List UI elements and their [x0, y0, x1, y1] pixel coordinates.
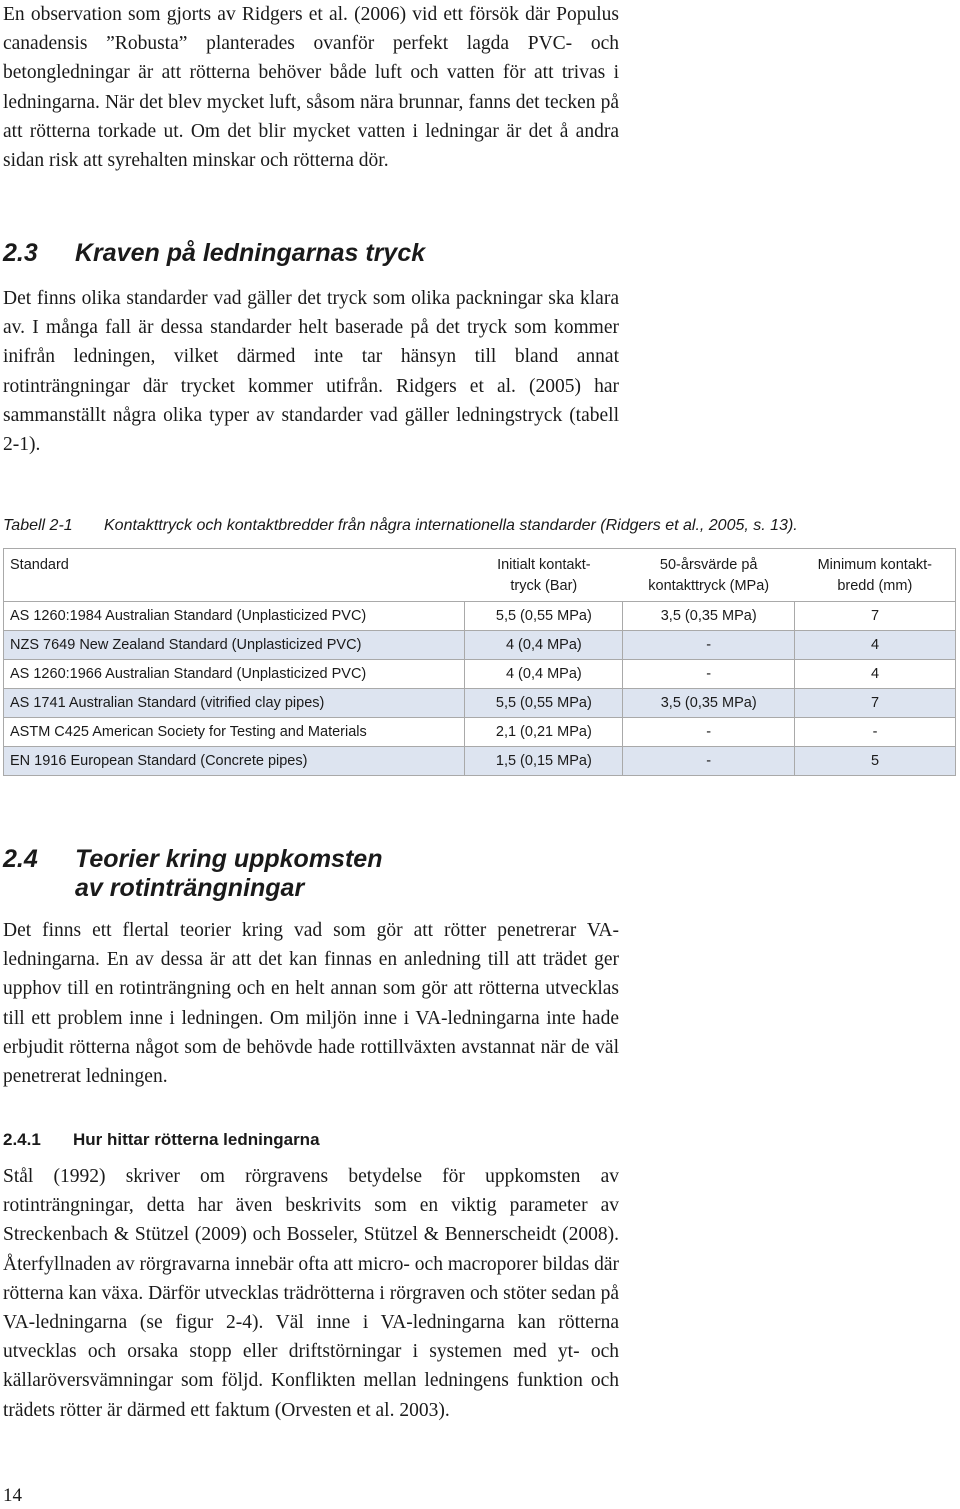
cell-standard: AS 1260:1966 Australian Standard (Unplasticized PVC)	[4, 660, 465, 689]
table-caption	[3, 517, 798, 535]
cell-fifty: -	[623, 718, 795, 747]
cell-min: 7	[795, 602, 956, 631]
cell-standard: AS 1260:1984 Australian Standard (Unplasticized PVC)	[4, 602, 465, 631]
table-header-row	[4, 549, 956, 602]
cell-initial: 5,5 (0,55 MPa)	[465, 602, 623, 631]
cell-fifty: 3,5 (0,35 MPa)	[623, 689, 795, 718]
header-standard: Standard	[4, 549, 465, 602]
standards-table	[3, 548, 956, 776]
subsection-title: Hur hittar rötterna ledningarna	[73, 1130, 320, 1149]
cell-initial: 5,5 (0,55 MPa)	[465, 689, 623, 718]
table-row	[4, 660, 956, 689]
header-min-width: Minimum kontakt- bredd (mm)	[795, 549, 956, 602]
cell-fifty: -	[623, 631, 795, 660]
section-title: Kraven på ledningarnas tryck	[75, 239, 426, 267]
subsection-heading-2-4-1	[3, 1130, 320, 1150]
cell-min: -	[795, 718, 956, 747]
table-caption-label: Tabell 2-1	[3, 517, 73, 534]
cell-fifty: 3,5 (0,35 MPa)	[623, 602, 795, 631]
header-initial-pressure: Initialt kontakt- tryck (Bar)	[465, 549, 623, 602]
cell-standard: EN 1916 European Standard (Concrete pipes)	[4, 747, 465, 776]
cell-standard: NZS 7649 New Zealand Standard (Unplasticized PVC)	[4, 631, 465, 660]
section-number: 2.4	[3, 845, 38, 873]
page-number: 14	[3, 1485, 22, 1506]
intro-paragraph: En observation som gjorts av Ridgers et al. (2006) vid ett försök där Populus canadensis ”Robusta” planterades ovanför perfekt lagda PVC- och betongledningar är att rötterna behöver både luft och vatten för att trivas i ledningarna. När det blev mycket luft, såsom nära brunnar, fanns det tecken på att rötterna torkade ut. Om det blir mycket vatten i ledningar är det å andra sidan risk att syrehalten minskar och rötterna dör.	[3, 4, 619, 172]
table-row	[4, 631, 956, 660]
section-heading-2-3	[3, 239, 425, 268]
cell-min: 4	[795, 660, 956, 689]
subsection-number: 2.4.1	[3, 1130, 41, 1149]
section-2-4-paragraph: Det finns ett flertal teorier kring vad som gör att rötter penetrerar VA-ledningarna. En av dessa är att det kan finnas en anledning till att trädet ger upphov till en rotinträngning och en helt annan som gör att rötterna utvecklas till ett problem inne i ledningen. Om miljön inne i VA-ledningarna inte hade erbjudit rötterna något som de behövde hade rottillväxten avstannat när de väl penetrerat ledningen.	[3, 920, 619, 1088]
cell-min: 4	[795, 631, 956, 660]
cell-min: 5	[795, 747, 956, 776]
cell-initial: 2,1 (0,21 MPa)	[465, 718, 623, 747]
cell-fifty: -	[623, 747, 795, 776]
table-row	[4, 718, 956, 747]
cell-initial: 4 (0,4 MPa)	[465, 660, 623, 689]
table-row	[4, 602, 956, 631]
section-2-4-1-paragraph: Stål (1992) skriver om rörgravens betydelse för uppkomsten av rotinträngningar, detta har även beskrivits som en viktig parameter av Streckenbach & Stützel (2009) och Bosseler, Stützel & Bennerscheidt (2008). Återfyllnaden av rörgravarna innebär ofta att micro- och macroporer bildas där rötterna kan växa. Därför utvecklas trädrötterna i rörgraven och stöter sedan på VA-ledningarna (se figur 2-4). Väl inne i VA-ledningarna kan rötterna utvecklas och orsaka stopp eller driftstörningar i systemen med yt- och källaröversvämningar som följd. Konflikten mellan ledningens funktion och trädets rötter är därmed ett faktum (Orvesten et al. 2003).	[3, 1166, 619, 1421]
cell-standard: ASTM C425 American Society for Testing and Materials	[4, 718, 465, 747]
section-title: Teorier kring uppkomsten av rotinträngningar	[75, 845, 383, 902]
table-row	[4, 747, 956, 776]
cell-fifty: -	[623, 660, 795, 689]
table-caption-text: Kontakttryck och kontaktbredder från några internationella standarder (Ridgers et al., 2005, s. 13).	[104, 517, 798, 534]
cell-standard: AS 1741 Australian Standard (vitrified clay pipes)	[4, 689, 465, 718]
section-number: 2.3	[3, 239, 38, 267]
section-heading-2-4	[3, 845, 382, 903]
section-2-3-paragraph: Det finns olika standarder vad gäller det tryck som olika packningar ska klara av. I många fall är dessa standarder helt baserade på det tryck som kommer inifrån ledningen, vilket därmed inte tar hänsyn till bland annat rotinträngningar där trycket kommer utifrån. Ridgers et al. (2005) har sammanställt några olika typer av standarder vad gäller ledningstryck (tabell 2-1).	[3, 288, 619, 456]
cell-initial: 1,5 (0,15 MPa)	[465, 747, 623, 776]
table-row	[4, 689, 956, 718]
header-fifty-year-pressure: 50-årsvärde på kontakttryck (MPa)	[623, 549, 795, 602]
cell-initial: 4 (0,4 MPa)	[465, 631, 623, 660]
cell-min: 7	[795, 689, 956, 718]
